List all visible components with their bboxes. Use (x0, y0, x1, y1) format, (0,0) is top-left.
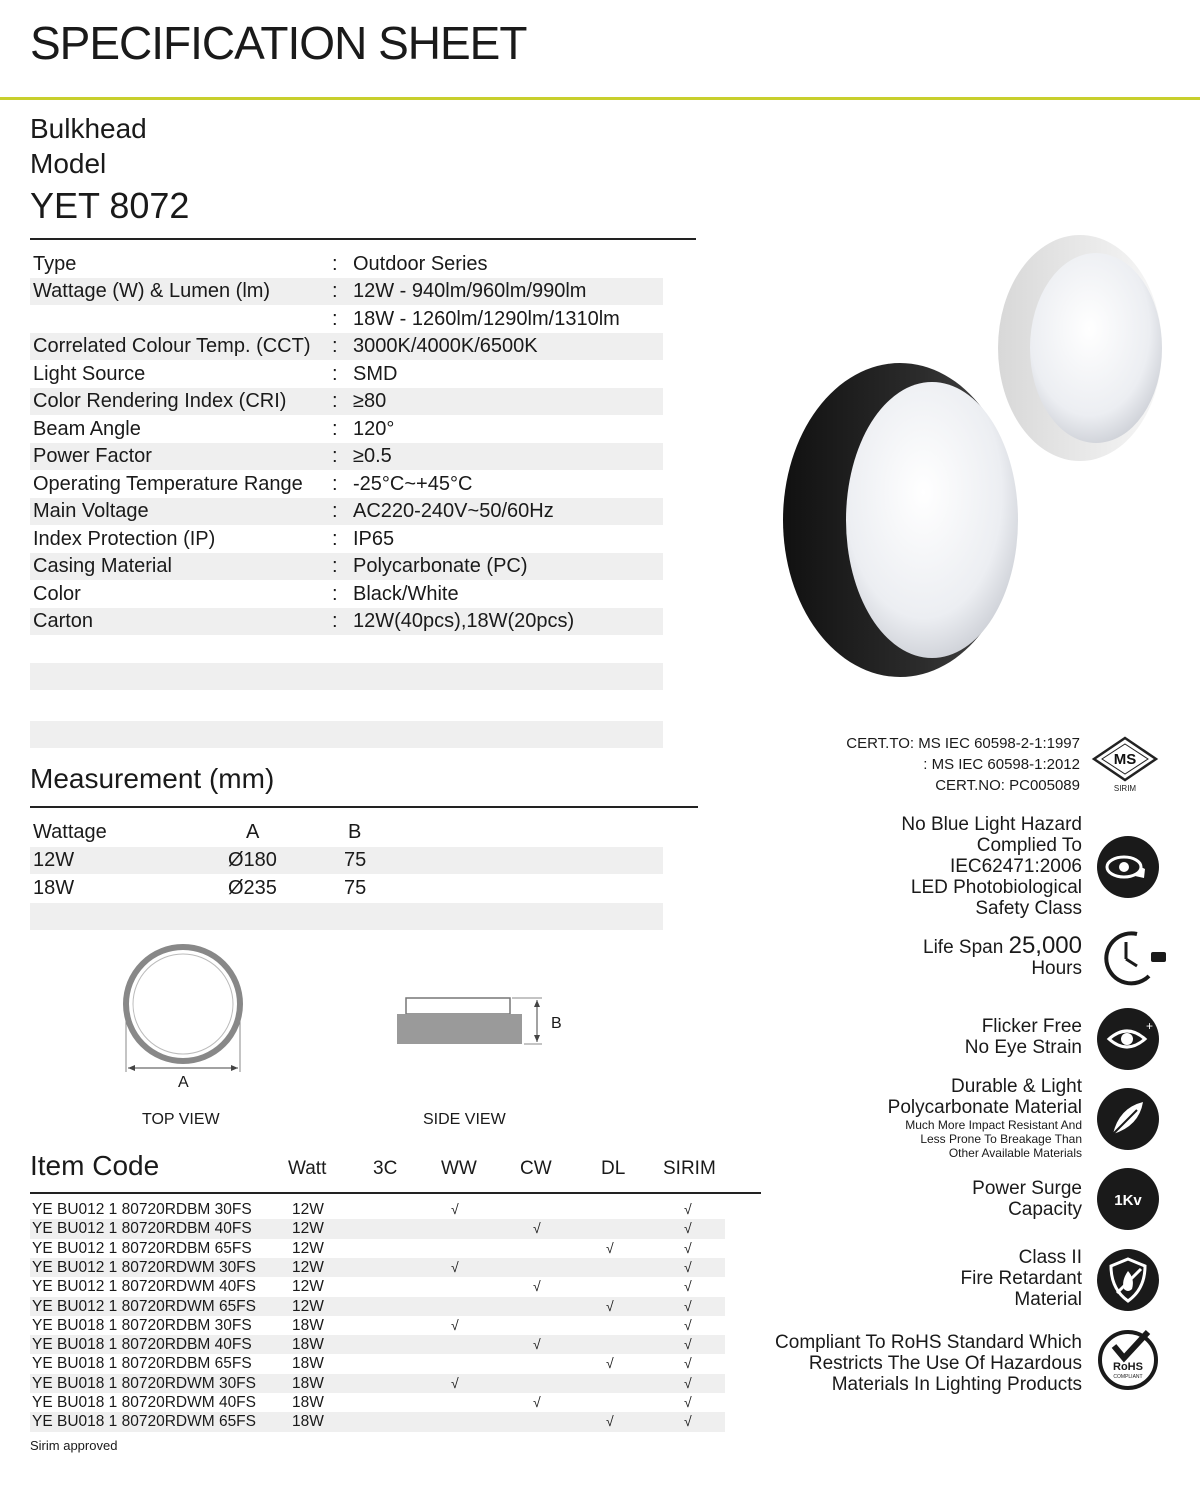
spec-row: Power Factor : ≥0.5 (30, 443, 663, 470)
cert-line: CERT.NO: PC005089 (935, 777, 1080, 794)
measurement-row (30, 875, 663, 902)
table-cell: 12W (33, 849, 75, 871)
sirim-cell: √ (684, 1278, 692, 1295)
accent-divider (0, 97, 1200, 100)
column-header: CW (520, 1158, 552, 1179)
spec-label: Main Voltage (33, 500, 149, 522)
measurement-heading: Measurement (mm) (30, 763, 275, 794)
table-row (30, 1219, 725, 1238)
spec-row: Beam Angle : 120° (30, 416, 663, 443)
column-header: B (348, 821, 362, 843)
spec-row: Index Protection (IP) : IP65 (30, 526, 663, 553)
table-cell: 75 (344, 877, 367, 899)
sirim-cell: √ (684, 1355, 692, 1372)
spec-value: AC220-240V~50/60Hz (353, 500, 554, 522)
spec-label: Color Rendering Index (CRI) (33, 390, 287, 412)
product-category: Bulkhead (30, 113, 147, 144)
dl-cell: √ (606, 1355, 614, 1372)
spec-row: Operating Temperature Range : -25°C~+45°C (30, 471, 663, 498)
sirim-cell: √ (684, 1394, 692, 1410)
spec-label: Index Protection (IP) (33, 528, 216, 550)
spec-label: Wattage (W) & Lumen (lm) (33, 280, 271, 302)
item-code: YE BU018 1 80720RDWM 65FS (32, 1413, 256, 1431)
spec-label: Casing Material (33, 555, 172, 577)
dimension-a-label: A (178, 1074, 189, 1091)
empty-row (30, 903, 663, 930)
table-row (30, 1354, 725, 1373)
dl-cell: √ (606, 1413, 614, 1430)
spec-label: Beam Angle (33, 418, 141, 440)
black-fixture (783, 363, 1018, 677)
feature-rohs: Compliant To RoHS Standard Which Restricts The Use Of Hazardous Materials In Lighting Products (775, 1332, 1082, 1395)
table-cell: 75 (344, 849, 367, 871)
table-cell: Ø235 (228, 877, 277, 899)
sirim-cell: √ (684, 1413, 692, 1430)
item-code: YE BU012 1 80720RDWM 40FS (32, 1278, 256, 1296)
surge-icon (1097, 1168, 1159, 1230)
column-header: 3C (373, 1158, 398, 1179)
empty-row (30, 721, 663, 748)
table-row (30, 1412, 725, 1431)
table-row (30, 1258, 725, 1277)
ms-sirim-logo (1090, 736, 1160, 794)
table-row (30, 1374, 725, 1393)
eye-icon (1097, 1008, 1159, 1070)
spec-row: Casing Material : Polycarbonate (PC) (30, 553, 663, 580)
top-view-diagram (118, 942, 253, 1082)
table-row (30, 1316, 725, 1335)
spec-row: Main Voltage : AC220-240V~50/60Hz (30, 498, 663, 525)
spec-value: ≥0.5 (353, 445, 392, 467)
ww-cell: √ (451, 1201, 459, 1217)
feature-life-span: Life Span 25,000 Hours (923, 932, 1082, 979)
feature-no-blue-light: No Blue Light Hazard Complied To IEC62471:2006 LED Photobiological Safety Class (901, 814, 1082, 919)
sirim-caption: SIRIM (1113, 784, 1137, 793)
sirim-cell: √ (684, 1316, 692, 1333)
ww-cell: √ (451, 1316, 459, 1333)
item-code: YE BU012 1 80720RDBM 65FS (32, 1239, 252, 1257)
white-fixture (998, 235, 1162, 461)
watt-cell: 18W (292, 1374, 324, 1392)
divider (30, 238, 696, 240)
fire-shield-icon (1097, 1249, 1159, 1311)
watt-cell: 12W (292, 1258, 324, 1276)
spec-value: Outdoor Series (353, 253, 488, 275)
watt-cell: 12W (292, 1278, 324, 1296)
table-row (30, 1239, 725, 1258)
item-code: YE BU012 1 80720RDWM 30FS (32, 1258, 256, 1276)
item-code: YE BU018 1 80720RDWM 40FS (32, 1394, 256, 1411)
product-photo (750, 230, 1180, 700)
ms-logo-text: MS (1113, 751, 1137, 768)
spec-row: Light Source : SMD (30, 361, 663, 388)
eye-thumbs-up-icon (1097, 836, 1159, 898)
spec-label: Power Factor (33, 445, 152, 467)
sirim-note: Sirim approved (30, 1438, 118, 1453)
feature-fire-retardant: Class II Fire Retardant Material (960, 1247, 1082, 1310)
spec-value: 18W - 1260lm/1290lm/1310lm (353, 308, 620, 330)
table-row (30, 1393, 725, 1412)
spec-value: SMD (353, 363, 398, 385)
feature-power-surge: Power Surge Capacity (972, 1178, 1082, 1220)
spec-value: 12W - 940lm/960lm/990lm (353, 280, 587, 302)
cw-cell: √ (533, 1394, 541, 1410)
clock-icon (1097, 926, 1177, 988)
spec-row: Carton : 12W(40pcs),18W(20pcs) (30, 608, 663, 635)
spec-value: 120° (353, 418, 395, 440)
side-view-diagram (394, 992, 554, 1052)
sirim-cell: √ (684, 1258, 692, 1275)
sirim-cell: √ (684, 1374, 692, 1391)
item-code: YE BU018 1 80720RDBM 40FS (32, 1336, 252, 1354)
svg-text:+: + (1146, 1019, 1154, 1033)
spec-value: -25°C~+45°C (353, 473, 473, 495)
column-header: DL (601, 1158, 626, 1179)
item-code: YE BU012 1 80720RDBM 40FS (32, 1220, 252, 1238)
watt-cell: 18W (292, 1413, 324, 1431)
empty-row (30, 663, 663, 690)
spec-value: 12W(40pcs),18W(20pcs) (353, 610, 575, 632)
rohs-icon (1096, 1326, 1162, 1392)
column-header: Watt (288, 1158, 327, 1179)
sirim-cell: √ (684, 1201, 692, 1217)
spec-label: Carton (33, 610, 94, 632)
spec-row: Type : Outdoor Series (30, 251, 663, 278)
svg-text:1Kv: 1Kv (1114, 1192, 1142, 1209)
spec-value: 3000K/4000K/6500K (353, 335, 538, 357)
item-code: YE BU018 1 80720RDBM 30FS (32, 1316, 252, 1334)
column-header: SIRIM (663, 1158, 716, 1179)
sirim-cell: √ (684, 1297, 692, 1314)
ww-cell: √ (451, 1258, 459, 1275)
spec-row: : 18W - 1260lm/1290lm/1310lm (30, 306, 663, 333)
spec-row: Correlated Colour Temp. (CCT) : 3000K/4000K/6500K (30, 333, 663, 360)
watt-cell: 12W (292, 1201, 324, 1218)
sirim-cell: √ (684, 1336, 692, 1353)
model-label: Model (30, 148, 107, 179)
sirim-cell: √ (684, 1220, 692, 1237)
table-cell: Ø180 (228, 849, 277, 871)
cert-line: CERT.TO: MS IEC 60598-2-1:1997 (846, 735, 1080, 752)
cert-line: : MS IEC 60598-1:2012 (923, 756, 1080, 773)
table-cell: 18W (33, 877, 75, 899)
spec-value: IP65 (353, 528, 395, 550)
item-code-heading: Item Code (30, 1150, 160, 1181)
watt-cell: 18W (292, 1394, 324, 1411)
watt-cell: 18W (292, 1355, 324, 1373)
spec-row: Color Rendering Index (CRI) : ≥80 (30, 388, 663, 415)
spec-value: Polycarbonate (PC) (353, 555, 528, 577)
spec-row: Wattage (W) & Lumen (lm) : 12W - 940lm/960lm/990lm (30, 278, 663, 305)
ww-cell: √ (451, 1374, 459, 1391)
divider (30, 806, 698, 808)
watt-cell: 12W (292, 1220, 324, 1238)
dimension-b-label: B (551, 1015, 562, 1032)
divider (30, 1192, 761, 1194)
model-code: YET 8072 (30, 185, 190, 226)
spec-label: Type (33, 253, 77, 275)
spec-label: Operating Temperature Range (33, 473, 303, 495)
item-code: YE BU012 1 80720RDWM 65FS (32, 1297, 256, 1315)
item-code: YE BU018 1 80720RDBM 65FS (32, 1355, 252, 1373)
sirim-cell: √ (684, 1239, 692, 1256)
spec-label: Color (33, 583, 81, 605)
watt-cell: 12W (292, 1239, 324, 1257)
feature-flicker-free: Flicker Free No Eye Strain (964, 1016, 1082, 1058)
measurement-row (30, 847, 663, 874)
dl-cell: √ (606, 1297, 614, 1314)
top-view-label: TOP VIEW (142, 1111, 220, 1128)
table-row (30, 1335, 725, 1354)
side-view-label: SIDE VIEW (423, 1111, 506, 1128)
column-header: A (246, 821, 260, 843)
measurement-header-row (30, 819, 663, 846)
page-title: SPECIFICATION SHEET (30, 17, 527, 69)
spec-label: Correlated Colour Temp. (CCT) (33, 335, 311, 357)
table-row (30, 1200, 725, 1219)
table-row (30, 1297, 725, 1316)
spec-value: ≥80 (353, 390, 387, 412)
feather-icon (1097, 1088, 1159, 1150)
table-row (30, 1277, 725, 1296)
item-code: YE BU012 1 80720RDBM 30FS (32, 1201, 252, 1218)
column-header: WW (441, 1158, 477, 1179)
watt-cell: 12W (292, 1297, 324, 1315)
spec-value: Black/White (353, 583, 459, 605)
watt-cell: 18W (292, 1336, 324, 1354)
rohs-compliant-text: COMPLIANT (1113, 1374, 1143, 1380)
cw-cell: √ (533, 1220, 541, 1237)
cw-cell: √ (533, 1336, 541, 1353)
cw-cell: √ (533, 1278, 541, 1295)
spec-row: Color : Black/White (30, 581, 663, 608)
dl-cell: √ (606, 1239, 614, 1256)
rohs-text: RoHS (1113, 1361, 1143, 1373)
item-code: YE BU018 1 80720RDWM 30FS (32, 1374, 256, 1392)
spec-label: Light Source (33, 363, 146, 385)
column-header: Wattage (33, 821, 107, 843)
watt-cell: 18W (292, 1316, 324, 1334)
feature-polycarbonate: Durable & Light Polycarbonate Material Much More Impact Resistant And Less Prone To Breakage Than Other Available Materials (887, 1076, 1082, 1160)
